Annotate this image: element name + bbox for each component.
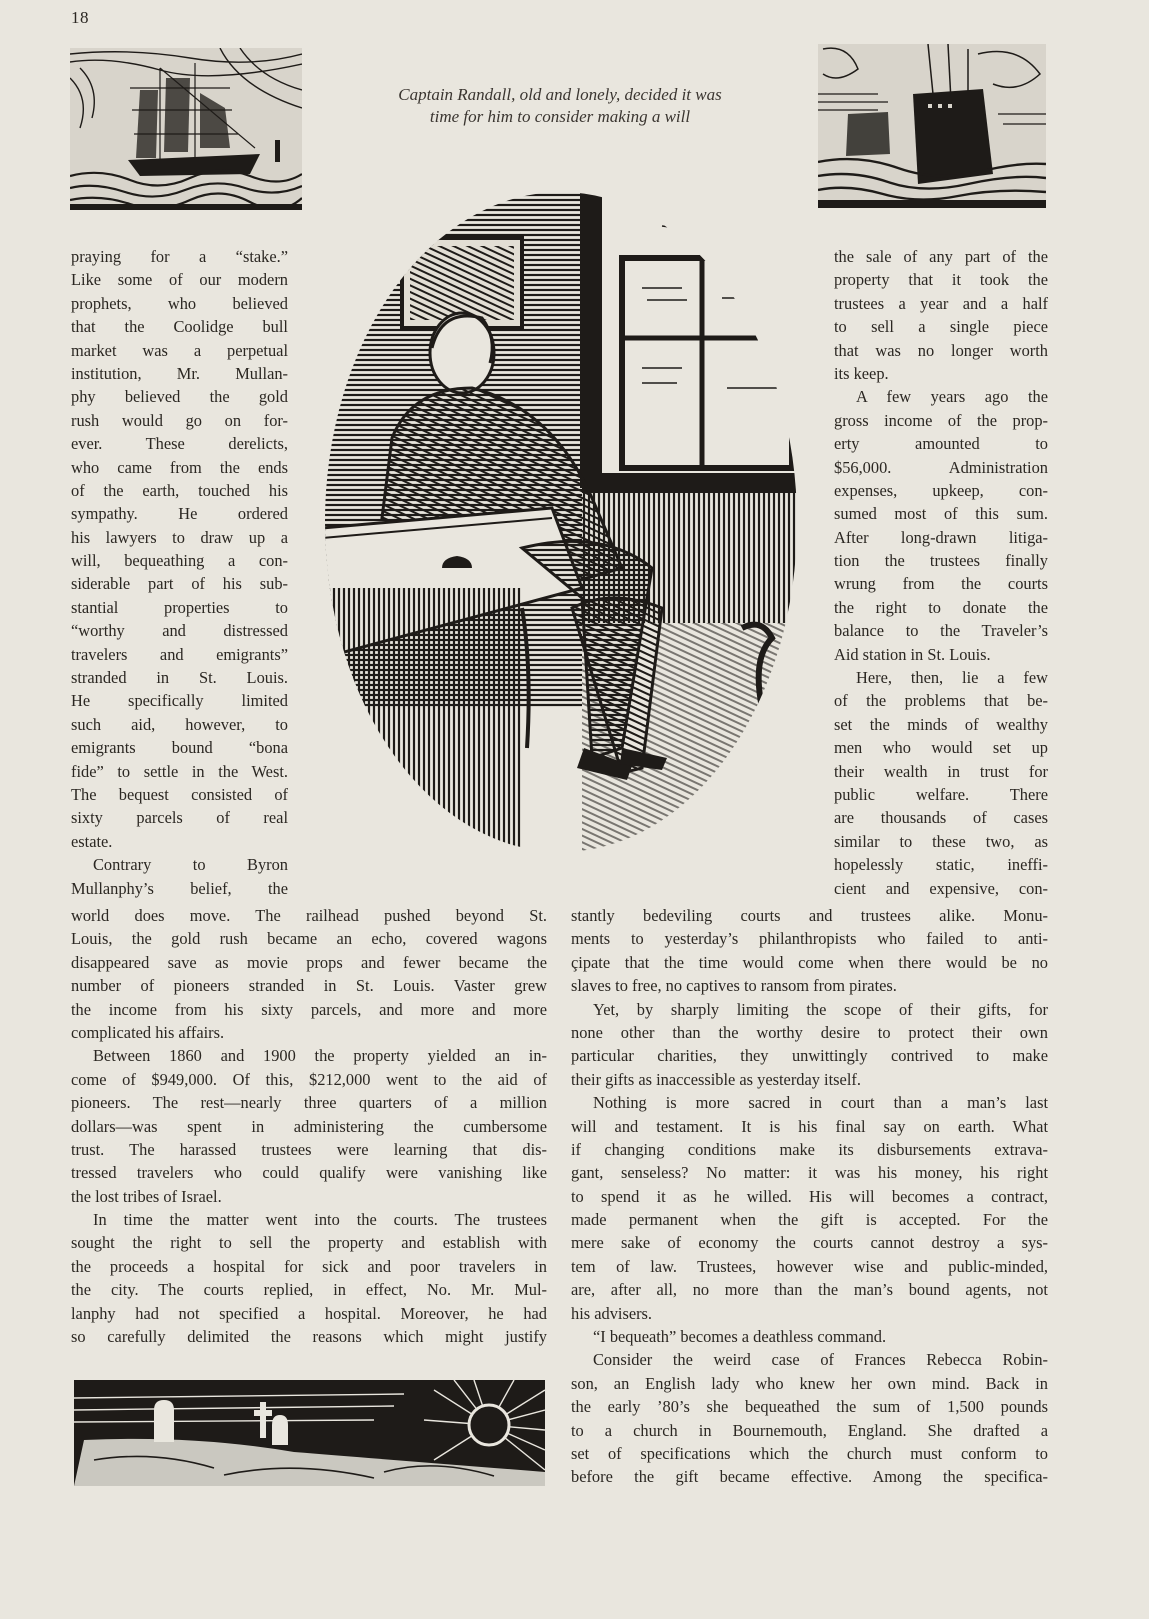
- text-line: the early ’80’s she bequeathed the sum of 1,500 pounds: [571, 1397, 1048, 1417]
- text-line: that was no longer worth: [834, 340, 1048, 360]
- text-line: rush would go on for-: [71, 410, 288, 430]
- text-line: made permanent when the gift is accepted. For the: [571, 1210, 1048, 1230]
- text-line: prophets, who believed: [71, 293, 288, 313]
- text-line: the proceeds a hospital for sick and poor travelers in: [71, 1256, 547, 1276]
- text-line: to spend it as he willed. His will becomes a contract,: [571, 1186, 1048, 1206]
- text-line: erty amounted to: [834, 434, 1048, 454]
- text-line: Like some of our modern: [71, 270, 288, 290]
- text-line: “I bequeath” becomes a deathless command.: [593, 1327, 887, 1347]
- text-line: number of pioneers stranded in St. Louis. Vaster grew: [71, 976, 547, 996]
- text-line: will and testament. It is his final say on earth. What: [571, 1116, 1048, 1136]
- text-line: stranded in St. Louis.: [71, 668, 288, 688]
- text-line: the lost tribes of Israel.: [71, 1186, 222, 1206]
- text-line: world does move. The railhead pushed beyond St.: [71, 906, 547, 925]
- text-line: fide” to settle in the West.: [71, 761, 288, 781]
- text-line: disappeared save as movie props and fewer became the: [71, 952, 547, 972]
- text-line: emigrants bound “bona: [71, 738, 288, 758]
- steamship-illustration: [818, 44, 1046, 208]
- text-line: siderable part of his sub-: [71, 574, 288, 594]
- text-line: Mullanphy’s belief, the: [71, 878, 288, 898]
- text-line: In time the matter went into the courts. The trustees: [93, 1210, 547, 1230]
- text-line: lanphy had not specified a hospital. Moreover, he had: [71, 1303, 547, 1323]
- text-line: “worthy and distressed: [71, 621, 288, 641]
- text-line: set the minds of wealthy: [834, 714, 1048, 734]
- text-line: A few years ago the: [856, 387, 1048, 407]
- text-line: ever. These derelicts,: [71, 434, 288, 454]
- text-line: çipate that the time would come when there would be no: [571, 952, 1048, 972]
- right-narrow-column: [834, 245, 1048, 900]
- text-line: sympathy. He ordered: [71, 504, 288, 524]
- text-line: Louis, the gold rush became an echo, covered wagons: [71, 929, 547, 949]
- old-man-at-desk-illustration: [322, 188, 800, 856]
- text-line: expenses, upkeep, con-: [834, 480, 1048, 500]
- text-line: are thousands of cases: [834, 808, 1048, 828]
- text-line: the right to donate the: [834, 597, 1048, 617]
- text-line: dollars—was spent in administering the cumbersome: [71, 1116, 547, 1136]
- text-line: none other than the worthy desire to protect their own: [571, 1022, 1048, 1042]
- text-line: slaves to free, no captives to ransom from pirates.: [571, 976, 897, 996]
- text-line: Here, then, lie a few: [856, 668, 1048, 688]
- text-line: gross income of the prop-: [834, 410, 1048, 430]
- text-line: sixty parcels of real: [71, 808, 288, 828]
- text-line: After long-drawn litiga-: [834, 527, 1048, 547]
- text-line: stantly bedeviling courts and trustees alike. Monu-: [571, 906, 1048, 925]
- text-line: its keep.: [834, 363, 889, 383]
- text-line: the income from his sixty parcels, and more and more: [71, 999, 547, 1019]
- text-line: trustees a year and a half: [834, 293, 1048, 313]
- text-line: similar to these two, as: [834, 831, 1048, 851]
- text-line: particular charities, they unwittingly contrived to make: [571, 1046, 1048, 1066]
- graveyard-sunrise-illustration: [74, 1380, 545, 1486]
- text-line: pioneers. The rest—nearly three quarters of a million: [71, 1093, 547, 1113]
- text-line: gant, senseless? No matter: it was his money, his right: [571, 1163, 1048, 1183]
- text-line: Contrary to Byron: [93, 855, 288, 875]
- text-line: praying for a “stake.”: [71, 247, 288, 266]
- text-line: who came from the ends: [71, 457, 288, 477]
- text-line: come of $949,000. Of this, $212,000 went to the aid of: [71, 1069, 547, 1089]
- text-line: The bequest consisted of: [71, 784, 288, 804]
- text-line: their gifts as inaccessible as yesterday itself.: [571, 1069, 861, 1089]
- text-line: son, an English lady who knew her own mind. Back in: [571, 1373, 1048, 1393]
- text-line: institution, Mr. Mullan-: [71, 363, 288, 383]
- text-line: Yet, by sharply limiting the scope of their gifts, for: [593, 999, 1048, 1019]
- page-number: 18: [71, 8, 89, 27]
- illustration-caption: [330, 84, 790, 128]
- text-line: $56,000. Administration: [834, 457, 1048, 477]
- text-line: public welfare. There: [834, 784, 1048, 804]
- text-line: to sell a single piece: [834, 317, 1048, 337]
- text-line: such aid, however, to: [71, 714, 288, 734]
- caption-line-1: Captain Randall, old and lonely, decided it was: [398, 85, 722, 104]
- right-wide-column: [571, 904, 1048, 1489]
- text-line: so carefully delimited the reasons which might justify: [71, 1327, 547, 1347]
- caption-line-2: time for him to consider making a will: [429, 107, 691, 126]
- text-line: are, after all, no more than the man’s bound agents, not: [571, 1280, 1048, 1300]
- left-narrow-column: [71, 245, 288, 900]
- text-line: wrung from the courts: [834, 574, 1048, 594]
- text-line: Between 1860 and 1900 the property yielded an in-: [93, 1046, 547, 1066]
- text-line: Consider the weird case of Frances Rebecca Robin-: [593, 1350, 1048, 1370]
- text-line: He specifically limited: [71, 691, 288, 711]
- text-line: stantial properties to: [71, 597, 288, 617]
- text-line: estate.: [71, 831, 113, 851]
- text-line: of the earth, touched his: [71, 480, 288, 500]
- text-line: tem of law. Trustees, however wise and public-minded,: [571, 1256, 1048, 1276]
- text-line: complicated his affairs.: [71, 1022, 225, 1042]
- text-line: property that it took the: [834, 270, 1048, 290]
- text-line: sumed most of this sum.: [834, 504, 1048, 524]
- text-line: mere sake of economy the courts cannot destroy a sys-: [571, 1233, 1048, 1253]
- text-line: market was a perpetual: [71, 340, 288, 360]
- text-line: Nothing is more sacred in court than a man’s last: [593, 1093, 1048, 1113]
- text-line: that the Coolidge bull: [71, 317, 288, 337]
- left-wide-column: [71, 904, 547, 1348]
- text-line: cient and expensive, con-: [834, 878, 1048, 898]
- text-line: if changing conditions make its disbursements extrava-: [571, 1139, 1048, 1159]
- text-line: sought the right to sell the property and establish with: [71, 1233, 547, 1253]
- text-line: balance to the Traveler’s: [834, 621, 1048, 641]
- text-line: the sale of any part of the: [834, 247, 1048, 266]
- text-line: tressed travelers who could qualify were vanishing like: [71, 1163, 547, 1183]
- text-line: ments to yesterday’s philanthropists who failed to anti-: [571, 929, 1048, 949]
- text-line: of the problems that be-: [834, 691, 1048, 711]
- sailing-ship-illustration: [70, 48, 302, 210]
- text-line: men who would set up: [834, 738, 1048, 758]
- text-line: the city. The courts replied, in effect, No. Mr. Mul-: [71, 1280, 547, 1300]
- text-line: travelers and emigrants”: [71, 644, 288, 664]
- text-line: Aid station in St. Louis.: [834, 644, 991, 664]
- text-line: phy believed the gold: [71, 387, 288, 407]
- text-line: to a church in Bournemouth, England. She drafted a: [571, 1420, 1048, 1440]
- text-line: will, bequeathing a con-: [71, 551, 288, 571]
- text-line: before the gift became effective. Among the specifica-: [571, 1467, 1048, 1487]
- text-line: tion the trustees finally: [834, 551, 1048, 571]
- text-line: their wealth in trust for: [834, 761, 1048, 781]
- text-line: trust. The harassed trustees were learning that dis-: [71, 1139, 547, 1159]
- text-line: his advisers.: [571, 1303, 653, 1323]
- text-line: hopelessly static, ineffi-: [834, 855, 1048, 875]
- text-line: his lawyers to draw up a: [71, 527, 288, 547]
- text-line: set of specifications which the church must conform to: [571, 1443, 1048, 1463]
